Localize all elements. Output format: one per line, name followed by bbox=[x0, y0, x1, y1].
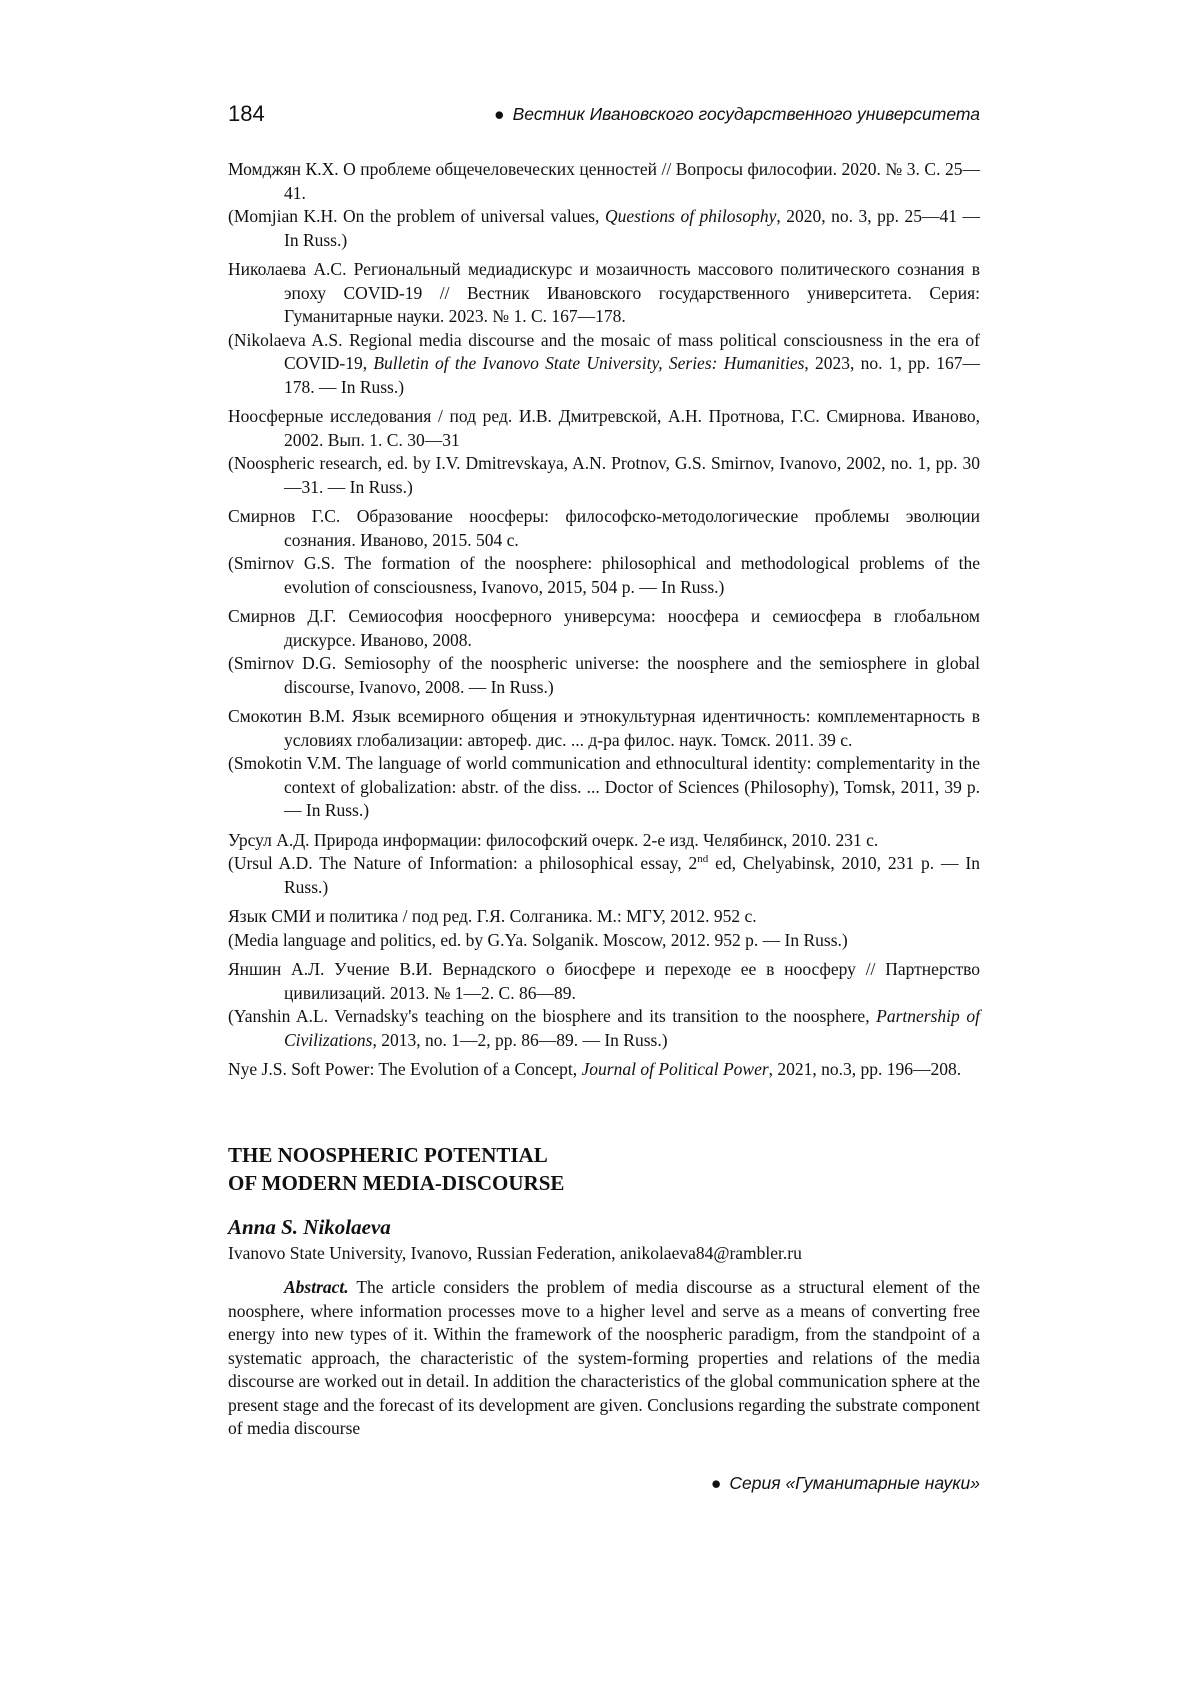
reference-item bbox=[228, 705, 980, 823]
abstract-label: Abstract. bbox=[284, 1277, 349, 1297]
series-name: Серия «Гуманитарные науки» bbox=[729, 1473, 980, 1493]
reference-en: (Smirnov D.G. Semiosophy of the noospheric universe: the noosphere and the semiosphere in global discourse, Ivanovo, 2008. — In Russ.) bbox=[228, 653, 980, 697]
reference-item bbox=[228, 1058, 980, 1082]
reference-item bbox=[228, 829, 980, 900]
reference-ru: Момджян К.Х. О проблеме общечеловеческих ценностей // Вопросы философии. 2020. № 3. С. 25—41. bbox=[228, 159, 980, 203]
reference-item bbox=[228, 258, 980, 399]
reference-item bbox=[228, 958, 980, 1052]
reference-item bbox=[228, 505, 980, 599]
page-number: 184 bbox=[228, 101, 265, 126]
bullet-icon: ● bbox=[494, 104, 505, 124]
running-footer bbox=[711, 1471, 980, 1495]
article-title bbox=[228, 1141, 564, 1197]
reference-item bbox=[228, 605, 980, 699]
article-title-line: THE NOOSPHERIC POTENTIAL bbox=[228, 1143, 548, 1167]
reference-en: (Momjian K.H. On the problem of universal values, Questions of philosophy, 2020, no. 3, pp. 25—41 — In Russ.) bbox=[228, 206, 980, 250]
journal-title bbox=[494, 102, 980, 126]
reference-en: (Ursul A.D. The Nature of Information: a philosophical essay, 2nd ed, Chelyabinsk, 2010, 231 p. — In Russ.) bbox=[228, 853, 980, 897]
author-name: Anna S. Nikolaeva bbox=[228, 1215, 391, 1239]
author-affiliation: Ivanovo State University, Ivanovo, Russian Federation, anikolaeva84@rambler.ru bbox=[228, 1243, 802, 1263]
reference-ru: Смокотин В.М. Язык всемирного общения и этнокультурная идентичность: комплементарность в условиях глобализации: автореф. дис. ... д-ра филос. наук. Томск. 2011. 39 с. bbox=[228, 706, 980, 750]
reference-en: (Nikolaeva A.S. Regional media discourse and the mosaic of mass political consciousness in the era of COVID-19, Bulletin of the Ivanovo State University, Series: Humanities, 2023, no. 1, pp. 167—178. — In Russ.) bbox=[228, 329, 980, 397]
reference-en: Nye J.S. Soft Power: The Evolution of a Concept, Journal of Political Power, 2021, no.3, pp. 196—208. bbox=[228, 1059, 962, 1079]
reference-ru: Урсул А.Д. Природа информации: философский очерк. 2-е изд. Челябинск, 2010. 231 с. bbox=[228, 829, 879, 850]
running-header bbox=[228, 100, 980, 132]
abstract bbox=[228, 1276, 980, 1441]
reference-en: (Media language and politics, ed. by G.Ya. Solganik. Moscow, 2012. 952 p. — In Russ.) bbox=[228, 929, 848, 950]
reference-en: (Noospheric research, ed. by I.V. Dmitrevskaya, A.N. Protnov, G.S. Smirnov, Ivanovo, 2002, no. 1, pp. 30—31. — In Russ.) bbox=[228, 453, 980, 497]
reference-ru: Яншин А.Л. Учение В.И. Вернадского о биосфере и переходе ее в ноосферу // Партнерство цивилизаций. 2013. № 1—2. С. 86—89. bbox=[228, 959, 980, 1003]
reference-ru: Ноосферные исследования / под ред. И.В. Дмитревской, А.Н. Протнова, Г.С. Смирнова. Иваново, 2002. Вып. 1. С. 30—31 bbox=[228, 406, 980, 450]
reference-list bbox=[228, 158, 980, 1084]
reference-ru: Язык СМИ и политика / под ред. Г.Я. Солганика. М.: МГУ, 2012. 952 с. bbox=[228, 906, 757, 926]
reference-ru: Смирнов Г.С. Образование ноосферы: философско-методологические проблемы эволюции сознания. Иваново, 2015. 504 с. bbox=[228, 506, 980, 550]
reference-en: (Smokotin V.M. The language of world communication and ethnocultural identity: complementarity in the context of globalization: abstr. of the diss. ... Doctor of Sciences (Philosophy), Tomsk, 2011, 39 p. — In Russ.) bbox=[228, 753, 980, 820]
bullet-icon: ● bbox=[710, 1473, 722, 1493]
reference-en: (Yanshin A.L. Vernadsky's teaching on the biosphere and its transition to the noosphere, Partnership of Civilizations, 2013, no. 1—2, pp. 86—89. — In Russ.) bbox=[228, 1006, 980, 1050]
reference-item bbox=[228, 405, 980, 499]
journal-name: Вестник Ивановского государственного университета bbox=[512, 104, 980, 124]
abstract-text: The article considers the problem of media discourse as a structural element of the noosphere, where information processes move to a higher level and serve as a means of converting free energy into new types of it. Within the framework of the noospheric paradigm, from the standpoint of a systematic approach, the characteristic of the system-forming properties and relations of the media discourse are worked out in detail. In addition the characteristics of the global communication sphere at the present stage and the forecast of its development are given. Conclusions regarding the substrate component of media discourse bbox=[228, 1277, 980, 1438]
reference-ru: Николаева А.С. Региональный медиадискурс и мозаичность массового политического сознания в эпоху COVID-19 // Вестник Ивановского государственного университета. Серия: Гуманитарные науки. 2023. № 1. С. 167—178. bbox=[228, 259, 980, 326]
article-title-line: OF MODERN MEDIA-DISCOURSE bbox=[228, 1171, 565, 1195]
reference-item bbox=[228, 905, 980, 952]
reference-ru: Смирнов Д.Г. Семиософия ноосферного универсума: ноосфера и семиосфера в глобальном дискурсе. Иваново, 2008. bbox=[228, 606, 980, 650]
reference-en: (Smirnov G.S. The formation of the noosphere: philosophical and methodological problems of the evolution of consciousness, Ivanovo, 2015, 504 p. — In Russ.) bbox=[228, 553, 980, 597]
reference-item bbox=[228, 158, 980, 252]
